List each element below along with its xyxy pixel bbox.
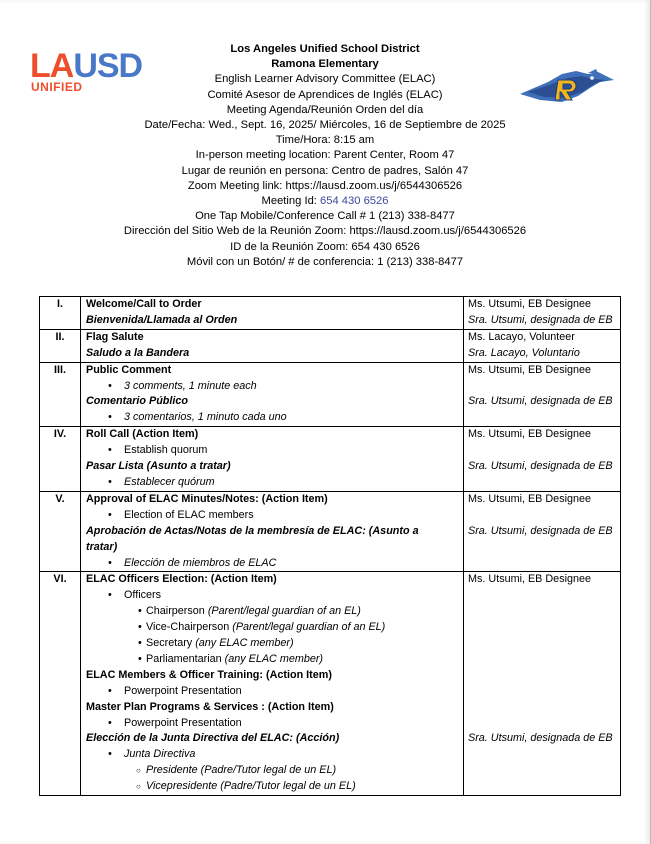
bullet-item: • 3 comments, 1 minute each [86, 379, 459, 395]
presenter-es: Sra. Utsumi, designada de EB [468, 732, 613, 745]
bullet-item: • Junta Directiva [86, 747, 459, 763]
lausd-logo-la: LA [30, 47, 74, 85]
lausd-logo-usd: USD [73, 47, 143, 85]
sub-bullet-item: ○ Vicepresidente (Padre/Tutor legal de un EL) [86, 779, 459, 795]
agenda-item-number: VI. [40, 572, 81, 796]
officer-role-note: (Parent/legal guardian of an EL) [232, 621, 386, 634]
agenda-item-title-es: Pasar Lista (Asunto a tratar) [86, 460, 231, 473]
meeting-id-link[interactable]: 654 430 6526 [320, 195, 389, 208]
agenda-item-number: I. [40, 297, 81, 330]
meeting-id-label: Meeting Id: [261, 195, 321, 208]
sub-bullet-item: ○ Presidente (Padre/Tutor legal de un EL) [86, 763, 459, 779]
agenda-item-description [81, 572, 464, 796]
presenter-en: Ms. Utsumi, EB Designee [468, 428, 592, 441]
agenda-item-presenter [464, 491, 621, 572]
agenda-item-presenter [464, 427, 621, 492]
officer-role: Parliamentarian [146, 652, 222, 665]
sub-bullet-item [86, 620, 459, 636]
training-title: ELAC Members & Officer Training: (Action Item) [86, 668, 332, 681]
agenda-row-3 [40, 362, 621, 427]
bullet-item: • 3 comentarios, 1 minuto cada uno [86, 410, 459, 426]
agenda-table [39, 296, 621, 796]
school-name: Ramona Elementary [271, 58, 379, 71]
district-name: Los Angeles Unified School District [230, 43, 420, 55]
agenda-item-number: III. [40, 362, 81, 427]
presenter-es: Sra. Utsumi, designada de EB [468, 460, 613, 473]
officer-role-note: (any ELAC member) [224, 652, 324, 665]
master-plan-title: Master Plan Programs & Services : (Action Item) [86, 700, 334, 713]
meeting-time: Time/Hora: 8:15 am [275, 134, 375, 147]
bullet-item: • Officers [86, 588, 459, 604]
sub-bullet-item [86, 636, 459, 652]
agenda-item-title-es: Aprobación de Actas/Notas de la membresía de ELAC: (Asunto a [86, 524, 419, 537]
agenda-item-title-es: Bienvenida/Llamada al Orden [86, 313, 238, 326]
agenda-item-presenter [464, 329, 621, 362]
bullet-item: • Establecer quórum [86, 475, 459, 491]
agenda-item-description [81, 329, 464, 362]
presenter-es: Sra. Utsumi, designada de EB [468, 313, 613, 326]
agenda-row-1 [40, 297, 621, 330]
zoom-meeting-link[interactable]: Zoom Meeting link: https://lausd.zoom.us/j/6544306526 [187, 179, 463, 192]
agenda-item-presenter [464, 572, 621, 796]
one-tap-mobile: One Tap Mobile/Conference Call # 1 (213) 338-8477 [195, 210, 455, 223]
agenda-header [100, 42, 550, 270]
agenda-row-4 [40, 427, 621, 492]
sub-bullet-item [86, 604, 459, 620]
zoom-meeting-link-es[interactable]: Dirección del Sitio Web de la Reunión Zoom: https://lausd.zoom.us/j/6544306526 [123, 225, 527, 238]
agenda-item-title-en: Flag Salute [86, 330, 144, 343]
one-tap-mobile-es: Móvil con un Botón/ # de conferencia: 1 (213) 338-8477 [186, 255, 464, 268]
officer-role: Vice-Chairperson [146, 621, 230, 634]
bullet-item: • Powerpoint Presentation [86, 684, 459, 700]
agenda-title: Meeting Agenda/Reunión Orden del día [226, 103, 424, 116]
bullet-item: • Powerpoint Presentation [86, 716, 459, 732]
presenter-en: Ms. Lacayo, Volunteer [468, 330, 575, 343]
agenda-row-5 [40, 491, 621, 572]
agenda-item-title-en: Roll Call (Action Item) [86, 428, 199, 441]
officer-role: Chairperson [146, 605, 205, 618]
presenter-en: Ms. Utsumi, EB Designee [468, 298, 592, 310]
agenda-item-title-es: Saludo a la Bandera [86, 346, 190, 359]
agenda-item-title-en: ELAC Officers Election: (Action Item) [86, 573, 277, 586]
officer-role-note: (any ELAC member) [195, 637, 294, 650]
agenda-item-number: V. [40, 491, 81, 572]
meeting-location-en: In-person meeting location: Parent Center, Room 47 [195, 149, 455, 162]
presenter-es: Sra. Utsumi, designada de EB [468, 524, 613, 537]
presenter-en: Ms. Utsumi, EB Designee [468, 573, 592, 586]
bullet-item: • Election of ELAC members [86, 508, 459, 524]
agenda-item-title-es-cont: tratar) [86, 540, 118, 553]
agenda-item-presenter [464, 362, 621, 427]
agenda-item-description [81, 362, 464, 427]
agenda-item-title-es: Elección de la Junta Directiva del ELAC: (Acción) [86, 732, 340, 745]
committee-name-en: English Learner Advisory Committee (ELAC) [214, 73, 436, 86]
agenda-row-2 [40, 329, 621, 362]
presenter-es: Sra. Utsumi, designada de EB [468, 395, 613, 408]
officer-role-note: (Parent/legal guardian of an EL) [207, 605, 361, 618]
agenda-row-6 [40, 572, 621, 796]
officer-role: Secretary [146, 637, 193, 650]
presenter-en: Ms. Utsumi, EB Designee [468, 363, 592, 376]
agenda-item-description [81, 427, 464, 492]
meeting-id [100, 194, 550, 209]
presenter-es: Sra. Lacayo, Voluntario [468, 346, 580, 359]
agenda-item-title-en: Approval of ELAC Minutes/Notes: (Action Item) [86, 492, 328, 505]
committee-name-es: Comité Asesor de Aprendices de Inglés (ELAC) [207, 88, 443, 101]
meeting-location-es: Lugar de reunión en persona: Centro de padres, Salón 47 [181, 164, 469, 177]
agenda-item-title-en: Public Comment [86, 363, 172, 376]
bullet-item: • Establish quorum [86, 443, 459, 459]
meeting-id-es: ID de la Reunión Zoom: 654 430 6526 [230, 240, 420, 253]
agenda-item-number: IV. [40, 427, 81, 492]
agenda-item-presenter [464, 297, 621, 330]
agenda-item-title-en: Welcome/Call to Order [86, 298, 202, 310]
presenter-en: Ms. Utsumi, EB Designee [468, 492, 592, 505]
agenda-item-description [81, 491, 464, 572]
bullet-item: • Elección de miembros de ELAC [86, 556, 459, 572]
sub-bullet-item [86, 652, 459, 668]
agenda-item-title-es: Comentario Público [86, 395, 188, 408]
meeting-date: Date/Fecha: Wed., Sept. 16, 2025/ Miércoles, 16 de Septiembre de 2025 [144, 119, 506, 132]
agenda-item-description [81, 297, 464, 330]
agenda-item-number: II. [40, 329, 81, 362]
lausd-logo-unified: UNIFIED [31, 80, 83, 94]
